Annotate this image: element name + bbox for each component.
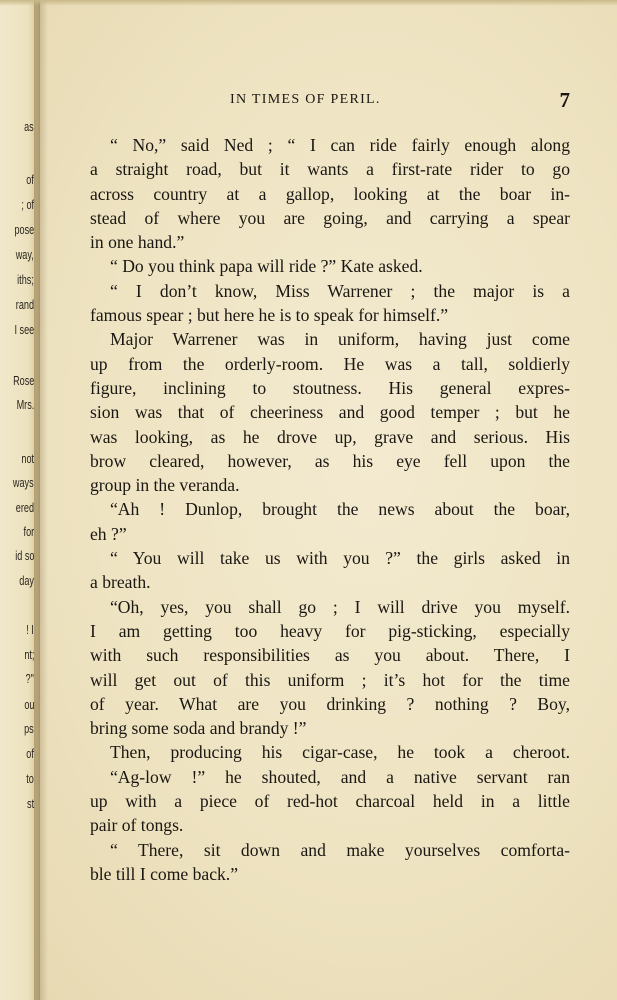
edge-fragment: I see xyxy=(14,322,34,337)
text-line: a breath. xyxy=(90,572,151,593)
text-line: eh ?” xyxy=(90,523,127,544)
text-line: “ I don’t know, Miss Warrener ; the major is a xyxy=(110,280,570,301)
text-line: Major Warrener was in uniform, having just come xyxy=(110,329,570,350)
binding-shadow xyxy=(34,0,48,1000)
edge-fragment: of xyxy=(26,172,34,187)
text-line: across country at a gallop, looking at the boar in- xyxy=(90,183,570,204)
text-line: “Ah ! Dunlop, brought the news about the boar, xyxy=(110,499,570,520)
text-line: ble till I come back.” xyxy=(90,863,239,884)
edge-fragment: as xyxy=(24,119,34,134)
body-text xyxy=(90,133,570,886)
text-line: group in the veranda. xyxy=(90,475,240,496)
text-line: famous spear ; but here he is to speak for himself.” xyxy=(90,305,449,326)
text-line: of year. What are you drinking ? nothing ? Boy, xyxy=(90,693,570,714)
page-top-edge xyxy=(0,0,617,6)
text-line: with such responsibilities as you about. There, I xyxy=(90,645,570,666)
text-line: bring some soda and brandy !” xyxy=(90,718,307,739)
edge-fragment: pose xyxy=(14,222,34,237)
edge-fragment: day xyxy=(19,573,34,588)
edge-fragment: Rose xyxy=(12,373,34,388)
edge-fragment: ways xyxy=(13,475,34,490)
running-head-title: IN TIMES OF PERIL. xyxy=(230,92,381,107)
text-line: a straight road, but it wants a first-rate rider to go xyxy=(90,159,570,180)
text-line: “ You will take us with you ?” the girls asked in xyxy=(110,548,570,569)
edge-fragment: not xyxy=(21,451,34,466)
edge-fragment: ered xyxy=(15,500,34,515)
text-line: figure, inclining to stoutness. His general expres- xyxy=(90,377,570,398)
previous-page-text-fragments xyxy=(0,0,34,1000)
text-line: “ No,” said Ned ; “ I can ride fairly enough along xyxy=(110,135,570,155)
edge-fragment: ou xyxy=(23,697,34,712)
edge-fragment: ; of xyxy=(21,197,34,212)
edge-fragment: iths; xyxy=(17,272,34,287)
edge-fragment: ps xyxy=(24,721,34,736)
text-line: “ Do you think papa will ride ?” Kate asked. xyxy=(110,256,423,277)
text-line: up with a piece of red-hot charcoal held in a little xyxy=(90,791,570,812)
text-line: “ There, sit down and make yourselves comforta- xyxy=(110,839,570,860)
text-line: pair of tongs. xyxy=(90,815,184,836)
running-head xyxy=(90,88,570,112)
edge-fragment: rand xyxy=(15,297,34,312)
text-line: I am getting too heavy for pig-sticking, especially xyxy=(90,620,570,641)
text-line: in one hand.” xyxy=(90,232,185,253)
edge-fragment: Mrs. xyxy=(16,397,34,412)
text-line: brow cleared, however, as his eye fell upon the xyxy=(90,450,570,471)
text-line: Then, producing his cigar-case, he took a cheroot. xyxy=(110,742,570,763)
edge-fragment: st xyxy=(26,796,34,811)
text-line: up from the orderly-room. He was a tall, soldierly xyxy=(90,353,570,374)
text-line: will get out of this uniform ; it’s hot for the time xyxy=(90,669,570,690)
edge-fragment: way, xyxy=(15,247,34,262)
text-line: sion was that of cheeriness and good temper ; but he xyxy=(90,402,570,423)
edge-fragment: for xyxy=(23,524,34,539)
edge-fragment: ?" xyxy=(25,671,34,686)
page-number: 7 xyxy=(559,88,570,112)
edge-fragment: of xyxy=(26,746,34,761)
edge-fragment: to xyxy=(26,771,34,786)
edge-fragment: ! I xyxy=(26,622,34,637)
text-line: “Oh, yes, you shall go ; I will drive you myself. xyxy=(110,596,570,617)
text-line: “Ag-low !” he shouted, and a native servant ran xyxy=(110,766,570,787)
edge-fragment: id so xyxy=(14,548,34,563)
text-line: stead of where you are going, and carrying a spear xyxy=(90,207,570,228)
edge-fragment: nt; xyxy=(23,647,34,662)
text-line: was looking, as he drove up, grave and serious. His xyxy=(90,426,570,447)
